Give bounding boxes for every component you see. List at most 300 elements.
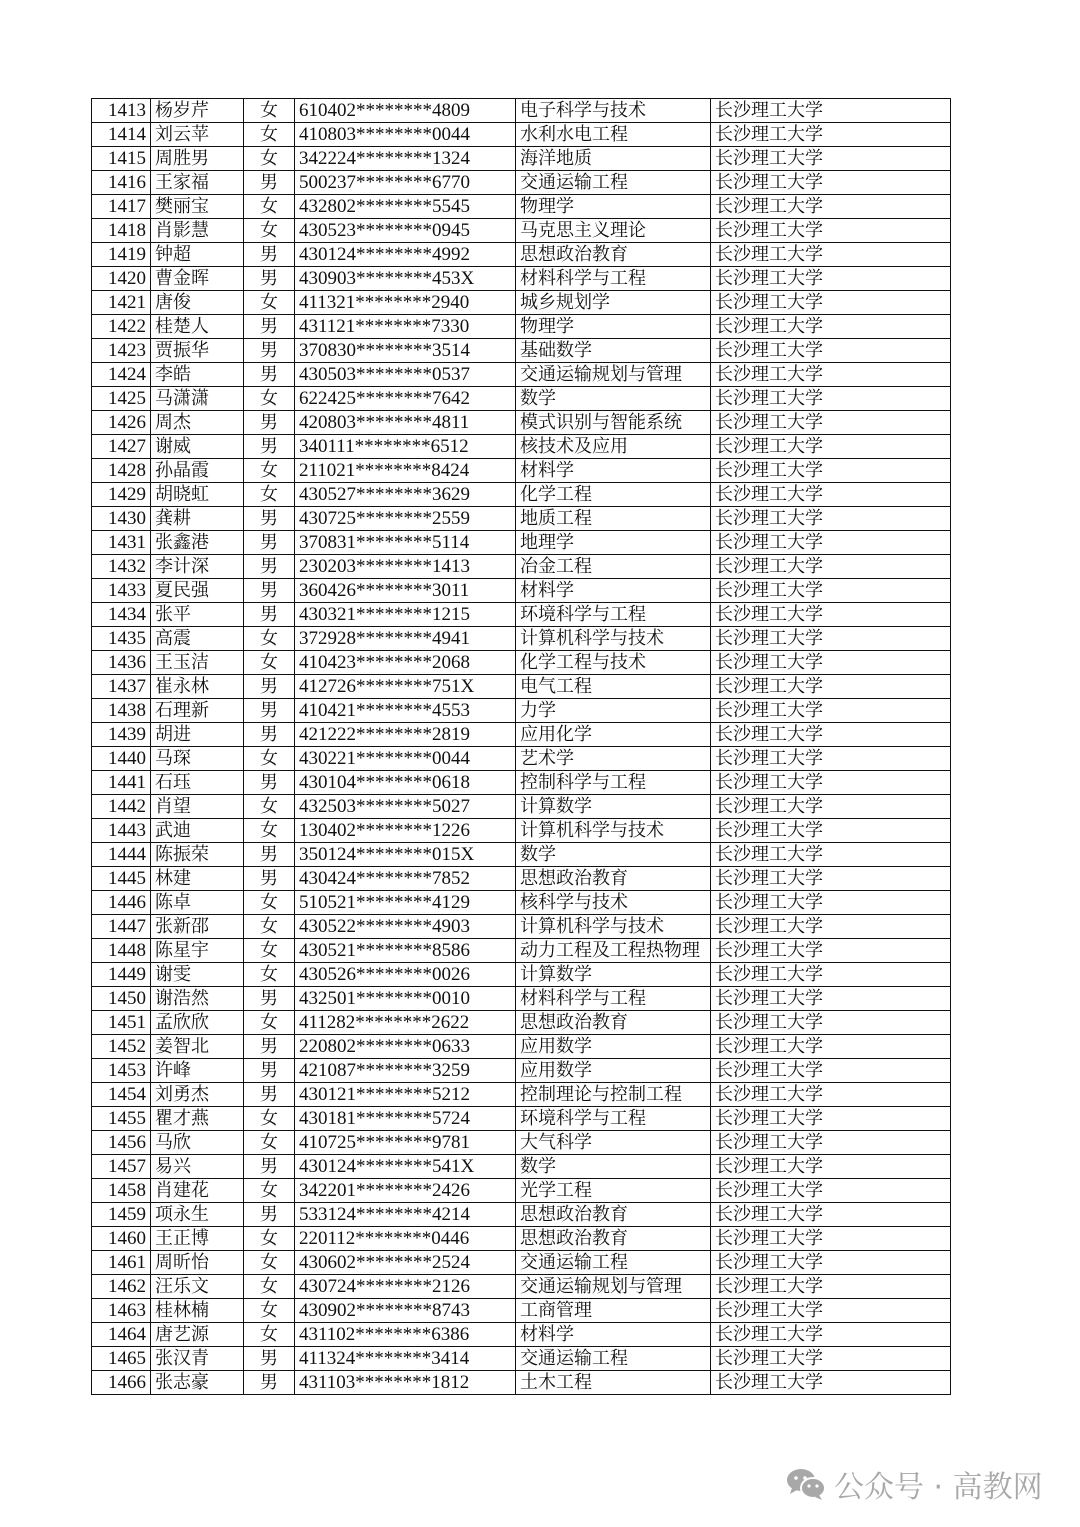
university-cell: 长沙理工大学 bbox=[711, 1251, 951, 1275]
university-cell: 长沙理工大学 bbox=[711, 531, 951, 555]
major-cell: 电子科学与技术 bbox=[516, 99, 711, 123]
gender-cell: 男 bbox=[244, 771, 295, 795]
university-cell: 长沙理工大学 bbox=[711, 1371, 951, 1395]
id-number-cell: 410423********2068 bbox=[295, 651, 516, 675]
table-row bbox=[92, 411, 951, 435]
gender-cell: 男 bbox=[244, 579, 295, 603]
id-number-cell: 411321********2940 bbox=[295, 291, 516, 315]
id-number-cell: 420803********4811 bbox=[295, 411, 516, 435]
table-row bbox=[92, 603, 951, 627]
major-cell: 核技术及应用 bbox=[516, 435, 711, 459]
university-cell: 长沙理工大学 bbox=[711, 1299, 951, 1323]
row-number-cell: 1427 bbox=[92, 435, 151, 459]
gender-cell: 女 bbox=[244, 819, 295, 843]
id-number-cell: 220112********0446 bbox=[295, 1227, 516, 1251]
gender-cell: 女 bbox=[244, 1299, 295, 1323]
university-cell: 长沙理工大学 bbox=[711, 843, 951, 867]
id-number-cell: 342224********1324 bbox=[295, 147, 516, 171]
major-cell: 应用数学 bbox=[516, 1059, 711, 1083]
row-number-cell: 1428 bbox=[92, 459, 151, 483]
student-name-cell: 龚耕 bbox=[151, 507, 244, 531]
table-row bbox=[92, 339, 951, 363]
student-name-cell: 周胜男 bbox=[151, 147, 244, 171]
major-cell: 交通运输规划与管理 bbox=[516, 1275, 711, 1299]
major-cell: 材料科学与工程 bbox=[516, 987, 711, 1011]
student-name-cell: 谢浩然 bbox=[151, 987, 244, 1011]
table-row bbox=[92, 1275, 951, 1299]
university-cell: 长沙理工大学 bbox=[711, 1011, 951, 1035]
row-number-cell: 1419 bbox=[92, 243, 151, 267]
major-cell: 思想政治教育 bbox=[516, 1203, 711, 1227]
row-number-cell: 1413 bbox=[92, 99, 151, 123]
university-cell: 长沙理工大学 bbox=[711, 1275, 951, 1299]
student-name-cell: 高震 bbox=[151, 627, 244, 651]
student-name-cell: 崔永林 bbox=[151, 675, 244, 699]
gender-cell: 男 bbox=[244, 411, 295, 435]
row-number-cell: 1447 bbox=[92, 915, 151, 939]
row-number-cell: 1455 bbox=[92, 1107, 151, 1131]
table-row bbox=[92, 651, 951, 675]
student-name-cell: 刘云苹 bbox=[151, 123, 244, 147]
student-name-cell: 易兴 bbox=[151, 1155, 244, 1179]
gender-cell: 男 bbox=[244, 555, 295, 579]
id-number-cell: 130402********1226 bbox=[295, 819, 516, 843]
table-row bbox=[92, 99, 951, 123]
student-name-cell: 陈振荣 bbox=[151, 843, 244, 867]
table-row bbox=[92, 1227, 951, 1251]
gender-cell: 男 bbox=[244, 699, 295, 723]
table-row bbox=[92, 1251, 951, 1275]
row-number-cell: 1415 bbox=[92, 147, 151, 171]
student-name-cell: 刘勇杰 bbox=[151, 1083, 244, 1107]
gender-cell: 男 bbox=[244, 267, 295, 291]
id-number-cell: 342201********2426 bbox=[295, 1179, 516, 1203]
student-name-cell: 马琛 bbox=[151, 747, 244, 771]
id-number-cell: 430724********2126 bbox=[295, 1275, 516, 1299]
student-name-cell: 张志豪 bbox=[151, 1371, 244, 1395]
id-number-cell: 430503********0537 bbox=[295, 363, 516, 387]
table-row bbox=[92, 1059, 951, 1083]
table-row bbox=[92, 243, 951, 267]
id-number-cell: 412726********751X bbox=[295, 675, 516, 699]
row-number-cell: 1438 bbox=[92, 699, 151, 723]
gender-cell: 女 bbox=[244, 483, 295, 507]
student-name-cell: 樊丽宝 bbox=[151, 195, 244, 219]
major-cell: 核科学与技术 bbox=[516, 891, 711, 915]
university-cell: 长沙理工大学 bbox=[711, 1323, 951, 1347]
row-number-cell: 1441 bbox=[92, 771, 151, 795]
row-number-cell: 1414 bbox=[92, 123, 151, 147]
gender-cell: 男 bbox=[244, 315, 295, 339]
id-number-cell: 410725********9781 bbox=[295, 1131, 516, 1155]
gender-cell: 男 bbox=[244, 1059, 295, 1083]
id-number-cell: 360426********3011 bbox=[295, 579, 516, 603]
gender-cell: 女 bbox=[244, 963, 295, 987]
gender-cell: 女 bbox=[244, 1107, 295, 1131]
id-number-cell: 533124********4214 bbox=[295, 1203, 516, 1227]
row-number-cell: 1466 bbox=[92, 1371, 151, 1395]
row-number-cell: 1450 bbox=[92, 987, 151, 1011]
university-cell: 长沙理工大学 bbox=[711, 507, 951, 531]
row-number-cell: 1440 bbox=[92, 747, 151, 771]
gender-cell: 女 bbox=[244, 795, 295, 819]
gender-cell: 女 bbox=[244, 147, 295, 171]
id-number-cell: 430602********2524 bbox=[295, 1251, 516, 1275]
major-cell: 工商管理 bbox=[516, 1299, 711, 1323]
gender-cell: 女 bbox=[244, 1011, 295, 1035]
major-cell: 地质工程 bbox=[516, 507, 711, 531]
row-number-cell: 1420 bbox=[92, 267, 151, 291]
student-name-cell: 王玉洁 bbox=[151, 651, 244, 675]
university-cell: 长沙理工大学 bbox=[711, 171, 951, 195]
university-cell: 长沙理工大学 bbox=[711, 1131, 951, 1155]
id-number-cell: 372928********4941 bbox=[295, 627, 516, 651]
watermark bbox=[786, 1462, 1043, 1506]
major-cell: 计算机科学与技术 bbox=[516, 819, 711, 843]
university-cell: 长沙理工大学 bbox=[711, 579, 951, 603]
major-cell: 交通运输工程 bbox=[516, 171, 711, 195]
gender-cell: 女 bbox=[244, 387, 295, 411]
table-row bbox=[92, 939, 951, 963]
major-cell: 光学工程 bbox=[516, 1179, 711, 1203]
table-row bbox=[92, 891, 951, 915]
university-cell: 长沙理工大学 bbox=[711, 891, 951, 915]
university-cell: 长沙理工大学 bbox=[711, 963, 951, 987]
id-number-cell: 340111********6512 bbox=[295, 435, 516, 459]
id-number-cell: 430523********0945 bbox=[295, 219, 516, 243]
id-number-cell: 430725********2559 bbox=[295, 507, 516, 531]
row-number-cell: 1464 bbox=[92, 1323, 151, 1347]
table-row bbox=[92, 1131, 951, 1155]
gender-cell: 男 bbox=[244, 675, 295, 699]
major-cell: 化学工程与技术 bbox=[516, 651, 711, 675]
id-number-cell: 411324********3414 bbox=[295, 1347, 516, 1371]
id-number-cell: 421222********2819 bbox=[295, 723, 516, 747]
id-number-cell: 500237********6770 bbox=[295, 171, 516, 195]
gender-cell: 男 bbox=[244, 507, 295, 531]
id-number-cell: 430526********0026 bbox=[295, 963, 516, 987]
student-name-cell: 张新邵 bbox=[151, 915, 244, 939]
university-cell: 长沙理工大学 bbox=[711, 627, 951, 651]
gender-cell: 女 bbox=[244, 1131, 295, 1155]
row-number-cell: 1421 bbox=[92, 291, 151, 315]
row-number-cell: 1443 bbox=[92, 819, 151, 843]
major-cell: 马克思主义理论 bbox=[516, 219, 711, 243]
row-number-cell: 1432 bbox=[92, 555, 151, 579]
gender-cell: 女 bbox=[244, 195, 295, 219]
gender-cell: 女 bbox=[244, 219, 295, 243]
student-name-cell: 李皓 bbox=[151, 363, 244, 387]
major-cell: 应用数学 bbox=[516, 1035, 711, 1059]
row-number-cell: 1453 bbox=[92, 1059, 151, 1083]
university-cell: 长沙理工大学 bbox=[711, 699, 951, 723]
id-number-cell: 431102********6386 bbox=[295, 1323, 516, 1347]
table-row bbox=[92, 531, 951, 555]
table-row bbox=[92, 915, 951, 939]
major-cell: 交通运输工程 bbox=[516, 1251, 711, 1275]
id-number-cell: 410421********4553 bbox=[295, 699, 516, 723]
table-row bbox=[92, 1083, 951, 1107]
id-number-cell: 370831********5114 bbox=[295, 531, 516, 555]
major-cell: 应用化学 bbox=[516, 723, 711, 747]
major-cell: 思想政治教育 bbox=[516, 867, 711, 891]
id-number-cell: 432802********5545 bbox=[295, 195, 516, 219]
major-cell: 物理学 bbox=[516, 315, 711, 339]
major-cell: 思想政治教育 bbox=[516, 243, 711, 267]
major-cell: 力学 bbox=[516, 699, 711, 723]
row-number-cell: 1444 bbox=[92, 843, 151, 867]
gender-cell: 男 bbox=[244, 363, 295, 387]
row-number-cell: 1461 bbox=[92, 1251, 151, 1275]
student-name-cell: 李计深 bbox=[151, 555, 244, 579]
student-name-cell: 王正博 bbox=[151, 1227, 244, 1251]
id-number-cell: 430527********3629 bbox=[295, 483, 516, 507]
id-number-cell: 220802********0633 bbox=[295, 1035, 516, 1059]
student-name-cell: 林建 bbox=[151, 867, 244, 891]
student-name-cell: 贾振华 bbox=[151, 339, 244, 363]
university-cell: 长沙理工大学 bbox=[711, 795, 951, 819]
gender-cell: 女 bbox=[244, 291, 295, 315]
id-number-cell: 431121********7330 bbox=[295, 315, 516, 339]
table-row bbox=[92, 771, 951, 795]
major-cell: 材料学 bbox=[516, 459, 711, 483]
student-name-cell: 钟超 bbox=[151, 243, 244, 267]
table-row bbox=[92, 1011, 951, 1035]
student-name-cell: 肖影慧 bbox=[151, 219, 244, 243]
id-number-cell: 421087********3259 bbox=[295, 1059, 516, 1083]
university-cell: 长沙理工大学 bbox=[711, 1107, 951, 1131]
university-cell: 长沙理工大学 bbox=[711, 603, 951, 627]
row-number-cell: 1462 bbox=[92, 1275, 151, 1299]
row-number-cell: 1463 bbox=[92, 1299, 151, 1323]
table-row bbox=[92, 219, 951, 243]
id-number-cell: 431103********1812 bbox=[295, 1371, 516, 1395]
student-name-cell: 项永生 bbox=[151, 1203, 244, 1227]
university-cell: 长沙理工大学 bbox=[711, 651, 951, 675]
gender-cell: 女 bbox=[244, 939, 295, 963]
row-number-cell: 1423 bbox=[92, 339, 151, 363]
table-row bbox=[92, 795, 951, 819]
row-number-cell: 1446 bbox=[92, 891, 151, 915]
gender-cell: 男 bbox=[244, 843, 295, 867]
major-cell: 化学工程 bbox=[516, 483, 711, 507]
row-number-cell: 1445 bbox=[92, 867, 151, 891]
university-cell: 长沙理工大学 bbox=[711, 1035, 951, 1059]
row-number-cell: 1460 bbox=[92, 1227, 151, 1251]
table-row bbox=[92, 1107, 951, 1131]
major-cell: 地理学 bbox=[516, 531, 711, 555]
student-name-cell: 石珏 bbox=[151, 771, 244, 795]
id-number-cell: 370830********3514 bbox=[295, 339, 516, 363]
table-row bbox=[92, 1203, 951, 1227]
gender-cell: 女 bbox=[244, 99, 295, 123]
table-row bbox=[92, 195, 951, 219]
university-cell: 长沙理工大学 bbox=[711, 675, 951, 699]
student-name-cell: 谢雯 bbox=[151, 963, 244, 987]
table-row bbox=[92, 1347, 951, 1371]
student-name-cell: 瞿才燕 bbox=[151, 1107, 244, 1131]
major-cell: 计算数学 bbox=[516, 963, 711, 987]
major-cell: 思想政治教育 bbox=[516, 1227, 711, 1251]
gender-cell: 男 bbox=[244, 171, 295, 195]
row-number-cell: 1430 bbox=[92, 507, 151, 531]
university-cell: 长沙理工大学 bbox=[711, 363, 951, 387]
university-cell: 长沙理工大学 bbox=[711, 219, 951, 243]
gender-cell: 男 bbox=[244, 1035, 295, 1059]
university-cell: 长沙理工大学 bbox=[711, 387, 951, 411]
id-number-cell: 410803********0044 bbox=[295, 123, 516, 147]
major-cell: 冶金工程 bbox=[516, 555, 711, 579]
gender-cell: 男 bbox=[244, 603, 295, 627]
university-cell: 长沙理工大学 bbox=[711, 123, 951, 147]
table-row bbox=[92, 843, 951, 867]
major-cell: 交通运输工程 bbox=[516, 1347, 711, 1371]
watermark-text: 公众号 · 高教网 bbox=[834, 1470, 1043, 1505]
id-number-cell: 432501********0010 bbox=[295, 987, 516, 1011]
gender-cell: 男 bbox=[244, 531, 295, 555]
university-cell: 长沙理工大学 bbox=[711, 555, 951, 579]
major-cell: 环境科学与工程 bbox=[516, 603, 711, 627]
major-cell: 计算数学 bbox=[516, 795, 711, 819]
table-row bbox=[92, 987, 951, 1011]
gender-cell: 男 bbox=[244, 243, 295, 267]
student-name-cell: 张鑫港 bbox=[151, 531, 244, 555]
table-row bbox=[92, 867, 951, 891]
university-cell: 长沙理工大学 bbox=[711, 315, 951, 339]
major-cell: 计算机科学与技术 bbox=[516, 627, 711, 651]
gender-cell: 男 bbox=[244, 1203, 295, 1227]
university-cell: 长沙理工大学 bbox=[711, 459, 951, 483]
table-row bbox=[92, 579, 951, 603]
university-cell: 长沙理工大学 bbox=[711, 243, 951, 267]
id-number-cell: 211021********8424 bbox=[295, 459, 516, 483]
id-number-cell: 430121********5212 bbox=[295, 1083, 516, 1107]
major-cell: 数学 bbox=[516, 1155, 711, 1179]
gender-cell: 男 bbox=[244, 1347, 295, 1371]
university-cell: 长沙理工大学 bbox=[711, 147, 951, 171]
student-name-cell: 唐艺源 bbox=[151, 1323, 244, 1347]
row-number-cell: 1433 bbox=[92, 579, 151, 603]
student-name-cell: 曹金晖 bbox=[151, 267, 244, 291]
gender-cell: 女 bbox=[244, 651, 295, 675]
student-name-cell: 张平 bbox=[151, 603, 244, 627]
university-cell: 长沙理工大学 bbox=[711, 483, 951, 507]
major-cell: 数学 bbox=[516, 387, 711, 411]
major-cell: 海洋地质 bbox=[516, 147, 711, 171]
major-cell: 物理学 bbox=[516, 195, 711, 219]
student-name-cell: 杨岁芹 bbox=[151, 99, 244, 123]
row-number-cell: 1429 bbox=[92, 483, 151, 507]
table-row bbox=[92, 315, 951, 339]
university-cell: 长沙理工大学 bbox=[711, 291, 951, 315]
table-row bbox=[92, 459, 951, 483]
id-number-cell: 430424********7852 bbox=[295, 867, 516, 891]
row-number-cell: 1439 bbox=[92, 723, 151, 747]
university-cell: 长沙理工大学 bbox=[711, 195, 951, 219]
student-name-cell: 胡晓虹 bbox=[151, 483, 244, 507]
gender-cell: 男 bbox=[244, 987, 295, 1011]
major-cell: 材料学 bbox=[516, 1323, 711, 1347]
major-cell: 材料科学与工程 bbox=[516, 267, 711, 291]
table-row bbox=[92, 1155, 951, 1179]
row-number-cell: 1424 bbox=[92, 363, 151, 387]
table-row bbox=[92, 147, 951, 171]
university-cell: 长沙理工大学 bbox=[711, 1203, 951, 1227]
university-cell: 长沙理工大学 bbox=[711, 411, 951, 435]
table-row bbox=[92, 267, 951, 291]
university-cell: 长沙理工大学 bbox=[711, 867, 951, 891]
university-cell: 长沙理工大学 bbox=[711, 771, 951, 795]
row-number-cell: 1457 bbox=[92, 1155, 151, 1179]
row-number-cell: 1454 bbox=[92, 1083, 151, 1107]
gender-cell: 男 bbox=[244, 1155, 295, 1179]
row-number-cell: 1422 bbox=[92, 315, 151, 339]
university-cell: 长沙理工大学 bbox=[711, 915, 951, 939]
row-number-cell: 1417 bbox=[92, 195, 151, 219]
student-name-cell: 周昕怡 bbox=[151, 1251, 244, 1275]
gender-cell: 女 bbox=[244, 459, 295, 483]
major-cell: 思想政治教育 bbox=[516, 1011, 711, 1035]
major-cell: 基础数学 bbox=[516, 339, 711, 363]
major-cell: 数学 bbox=[516, 843, 711, 867]
row-number-cell: 1435 bbox=[92, 627, 151, 651]
id-number-cell: 430902********8743 bbox=[295, 1299, 516, 1323]
row-number-cell: 1452 bbox=[92, 1035, 151, 1059]
student-name-cell: 石理新 bbox=[151, 699, 244, 723]
id-number-cell: 430124********541X bbox=[295, 1155, 516, 1179]
gender-cell: 男 bbox=[244, 723, 295, 747]
major-cell: 环境科学与工程 bbox=[516, 1107, 711, 1131]
major-cell: 交通运输规划与管理 bbox=[516, 363, 711, 387]
university-cell: 长沙理工大学 bbox=[711, 819, 951, 843]
table-row bbox=[92, 627, 951, 651]
gender-cell: 女 bbox=[244, 891, 295, 915]
id-number-cell: 430903********453X bbox=[295, 267, 516, 291]
university-cell: 长沙理工大学 bbox=[711, 1083, 951, 1107]
table-row bbox=[92, 483, 951, 507]
row-number-cell: 1449 bbox=[92, 963, 151, 987]
student-name-cell: 桂楚人 bbox=[151, 315, 244, 339]
table-row bbox=[92, 363, 951, 387]
wechat-icon bbox=[786, 1467, 826, 1501]
university-cell: 长沙理工大学 bbox=[711, 939, 951, 963]
student-name-cell: 谢威 bbox=[151, 435, 244, 459]
row-number-cell: 1458 bbox=[92, 1179, 151, 1203]
id-number-cell: 610402********4809 bbox=[295, 99, 516, 123]
student-name-cell: 武迪 bbox=[151, 819, 244, 843]
gender-cell: 女 bbox=[244, 123, 295, 147]
student-name-cell: 张汉青 bbox=[151, 1347, 244, 1371]
table-row bbox=[92, 963, 951, 987]
major-cell: 大气科学 bbox=[516, 1131, 711, 1155]
gender-cell: 男 bbox=[244, 867, 295, 891]
student-name-cell: 汪乐文 bbox=[151, 1275, 244, 1299]
university-cell: 长沙理工大学 bbox=[711, 987, 951, 1011]
table-row bbox=[92, 1179, 951, 1203]
major-cell: 控制理论与控制工程 bbox=[516, 1083, 711, 1107]
gender-cell: 男 bbox=[244, 1083, 295, 1107]
university-cell: 长沙理工大学 bbox=[711, 99, 951, 123]
id-number-cell: 430181********5724 bbox=[295, 1107, 516, 1131]
row-number-cell: 1448 bbox=[92, 939, 151, 963]
id-number-cell: 430321********1215 bbox=[295, 603, 516, 627]
student-name-cell: 桂林楠 bbox=[151, 1299, 244, 1323]
gender-cell: 女 bbox=[244, 1251, 295, 1275]
table-row bbox=[92, 435, 951, 459]
gender-cell: 女 bbox=[244, 1179, 295, 1203]
table-row bbox=[92, 675, 951, 699]
id-number-cell: 350124********015X bbox=[295, 843, 516, 867]
